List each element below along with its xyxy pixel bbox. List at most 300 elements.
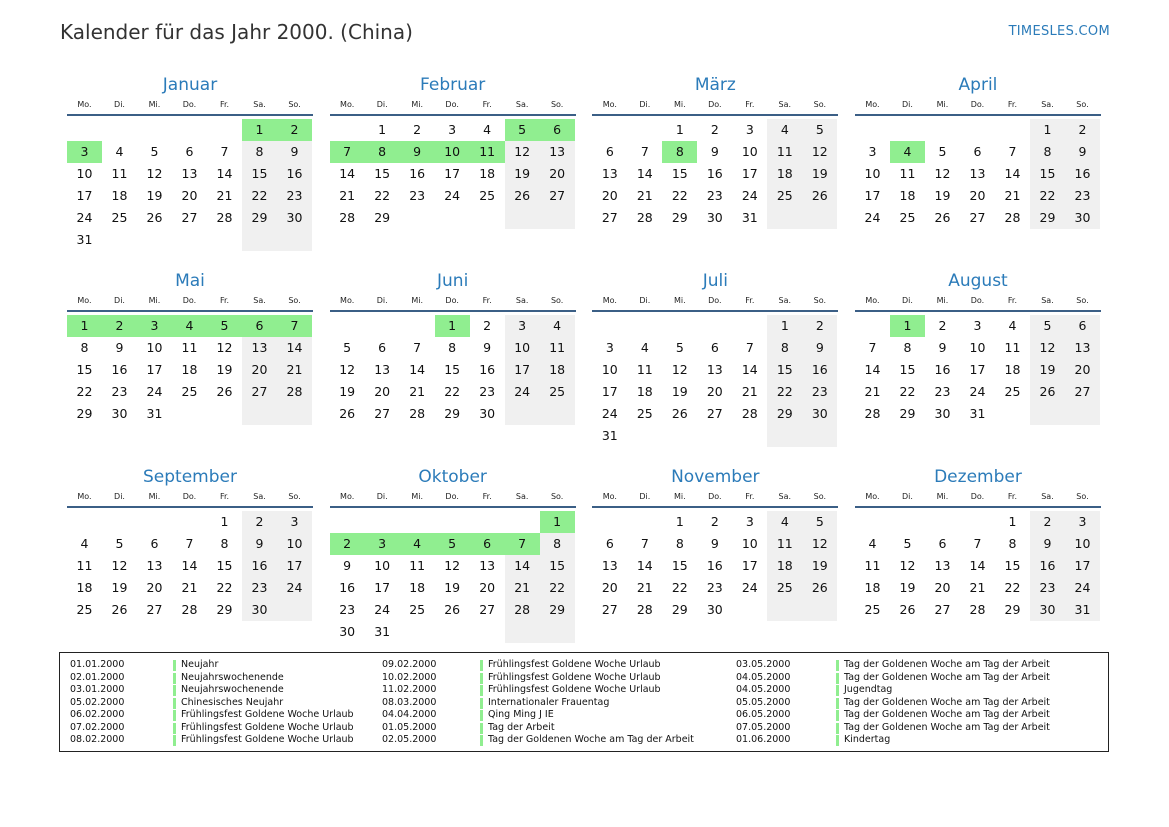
day-cell: 30: [934, 406, 951, 421]
day-cell: 19: [1030, 359, 1065, 381]
day-cell: 6: [605, 144, 614, 159]
empty-cell: [627, 119, 662, 141]
day-cell: 31: [741, 210, 758, 225]
day-cell: 10: [435, 141, 470, 163]
day-cell: 1: [890, 315, 925, 337]
holiday-name: Kindertag: [844, 734, 891, 745]
day-cell: 4: [115, 144, 124, 159]
empty-cell: [662, 425, 697, 447]
day-cell: 12: [802, 141, 837, 163]
empty-cell: [242, 403, 277, 425]
day-cell: 10: [741, 536, 758, 551]
empty-cell: [242, 229, 277, 251]
weekday-label: Mi.: [936, 296, 949, 305]
day-cell: 1: [767, 315, 802, 337]
brand-link[interactable]: TIMESLES.COM: [1008, 24, 1110, 39]
holiday-name: Frühlingsfest Goldene Woche Urlaub: [488, 671, 661, 683]
month-januar: [67, 72, 313, 268]
weekday-label: So.: [813, 100, 826, 109]
holiday-name: Internationaler Frauentag: [488, 696, 610, 708]
holiday-date: 09.02.2000: [382, 659, 437, 670]
day-cell: 7: [330, 141, 365, 163]
day-cell: 27: [374, 406, 391, 421]
holiday-name: Qing Ming J IE: [488, 709, 554, 720]
day-cell: 9: [1065, 141, 1100, 163]
day-cell: 24: [374, 602, 391, 617]
weekday-label: So.: [288, 492, 301, 501]
day-cell: 28: [741, 406, 758, 421]
empty-cell: [172, 511, 207, 533]
day-cell: 18: [76, 580, 93, 595]
weekday-label: Di.: [902, 296, 913, 305]
empty-cell: [767, 425, 802, 447]
day-cell: 25: [409, 602, 426, 617]
day-cell: 16: [706, 166, 723, 181]
day-cell: 22: [374, 188, 391, 203]
day-cell: 26: [671, 406, 688, 421]
empty-cell: [995, 119, 1030, 141]
day-cell: 13: [601, 166, 618, 181]
empty-cell: [505, 403, 540, 425]
day-cell: 25: [1004, 384, 1021, 399]
day-cell: 24: [146, 384, 163, 399]
month-dezember: [855, 464, 1101, 660]
day-cell: 27: [1065, 381, 1100, 403]
day-cell: 15: [671, 166, 688, 181]
day-cell: 25: [111, 210, 128, 225]
weekday-header: [330, 98, 576, 116]
day-cell: 26: [111, 602, 128, 617]
day-cell: 2: [277, 119, 312, 141]
day-cell: 16: [111, 362, 128, 377]
day-cell: 11: [767, 533, 802, 555]
weekday-label: Mo.: [865, 492, 880, 501]
empty-cell: [505, 207, 540, 229]
holiday-name: Chinesisches Neujahr: [181, 696, 284, 708]
day-cell: 2: [710, 514, 719, 529]
day-cell: 22: [1004, 580, 1021, 595]
day-cell: 26: [339, 406, 356, 421]
weekday-label: So.: [1076, 492, 1089, 501]
holiday-date: 03.05.2000: [736, 659, 791, 670]
day-cell: 8: [662, 141, 697, 163]
day-cell: 30: [706, 602, 723, 617]
month-juni: [330, 268, 576, 464]
day-cell: 21: [636, 580, 653, 595]
weekday-label: So.: [1076, 100, 1089, 109]
months-grid: [67, 72, 1113, 660]
day-cell: 4: [172, 315, 207, 337]
day-cell: 21: [409, 384, 426, 399]
weekday-label: Fr.: [219, 492, 230, 501]
day-cell: 29: [671, 602, 688, 617]
day-cell: 17: [741, 558, 758, 573]
day-cell: 5: [1030, 315, 1065, 337]
empty-cell: [137, 229, 172, 251]
day-cell: 14: [409, 362, 426, 377]
weekday-label: Di.: [902, 100, 913, 109]
day-cell: 7: [185, 536, 194, 551]
day-cell: 15: [1030, 163, 1065, 185]
day-cell: 22: [899, 384, 916, 399]
day-cell: 19: [146, 188, 163, 203]
day-cell: 28: [216, 210, 233, 225]
weekday-label: Fr.: [219, 296, 230, 305]
weekday-label: Mo.: [602, 492, 617, 501]
weekday-label: Do.: [182, 100, 197, 109]
empty-cell: [470, 511, 505, 533]
empty-cell: [365, 511, 400, 533]
day-cell: 9: [242, 533, 277, 555]
day-cell: 4: [868, 536, 877, 551]
month-juli: [592, 268, 838, 464]
month-name: April: [958, 75, 998, 95]
day-cell: 14: [741, 362, 758, 377]
day-cell: 12: [802, 533, 837, 555]
day-cell: 23: [934, 384, 951, 399]
day-cell: 5: [505, 119, 540, 141]
weekday-label: Do.: [970, 492, 985, 501]
day-cell: 23: [802, 381, 837, 403]
day-cell: 18: [636, 384, 653, 399]
day-cell: 25: [479, 188, 496, 203]
day-cell: 12: [505, 141, 540, 163]
days-grid: [592, 119, 838, 229]
day-cell: 17: [76, 188, 93, 203]
day-cell: 5: [938, 144, 947, 159]
day-cell: 23: [409, 188, 426, 203]
day-cell: 1: [540, 511, 575, 533]
day-cell: 16: [479, 362, 496, 377]
empty-cell: [137, 511, 172, 533]
holiday-marker: [173, 735, 176, 746]
holiday-date: 07.02.2000: [70, 721, 125, 733]
weekday-label: Fr.: [482, 100, 492, 109]
empty-cell: [330, 119, 365, 141]
weekday-label: Sa.: [778, 296, 792, 305]
day-cell: 9: [710, 536, 719, 551]
day-cell: 2: [413, 122, 422, 137]
month-name: Juni: [437, 271, 469, 291]
weekday-label: Mo.: [602, 296, 617, 305]
month-name: August: [948, 271, 1008, 291]
day-cell: 31: [969, 406, 986, 421]
month-name: November: [671, 467, 760, 487]
empty-cell: [802, 599, 837, 621]
day-cell: 15: [374, 166, 391, 181]
day-cell: 8: [1008, 536, 1017, 551]
days-grid: [330, 315, 576, 425]
day-cell: 25: [767, 185, 802, 207]
day-cell: 3: [365, 533, 400, 555]
empty-cell: [732, 599, 767, 621]
weekday-label: Di.: [376, 100, 388, 109]
day-cell: 10: [374, 558, 391, 573]
weekday-label: Mo.: [340, 492, 355, 501]
holiday-name: Neujahrswochenende: [181, 671, 284, 683]
day-cell: 3: [745, 122, 754, 137]
day-cell: 19: [339, 384, 356, 399]
weekday-label: Fr.: [1007, 100, 1018, 109]
day-cell: 13: [934, 558, 951, 573]
day-cell: 30: [111, 406, 128, 421]
day-cell: 6: [470, 533, 505, 555]
empty-cell: [592, 119, 627, 141]
day-cell: 8: [365, 141, 400, 163]
day-cell: 6: [150, 536, 159, 551]
day-cell: 22: [540, 577, 575, 599]
month-name: Januar: [162, 75, 218, 95]
day-cell: 6: [605, 536, 614, 551]
day-cell: 29: [374, 210, 391, 225]
day-cell: 8: [80, 340, 89, 355]
day-cell: 3: [448, 122, 457, 137]
day-cell: 7: [640, 144, 649, 159]
weekday-label: So.: [288, 296, 301, 305]
day-cell: 29: [1030, 207, 1065, 229]
day-cell: 25: [864, 602, 881, 617]
day-cell: 22: [671, 580, 688, 595]
holiday-marker: [480, 723, 483, 734]
empty-cell: [890, 119, 925, 141]
holiday-date: 06.05.2000: [736, 709, 791, 720]
weekday-label: Di.: [114, 296, 125, 305]
day-cell: 2: [710, 122, 719, 137]
holiday-marker: [173, 673, 176, 684]
day-cell: 26: [146, 210, 163, 225]
day-cell: 3: [868, 144, 877, 159]
day-cell: 27: [146, 602, 163, 617]
day-cell: 1: [1008, 514, 1017, 529]
weekday-header: [855, 490, 1101, 508]
holiday-date: 01.06.2000: [736, 734, 791, 745]
day-cell: 23: [242, 577, 277, 599]
month-name: Februar: [420, 75, 486, 95]
weekday-label: Mi.: [148, 100, 161, 109]
day-cell: 26: [899, 602, 916, 617]
weekday-label: Mi.: [411, 492, 423, 501]
month-oktober: [330, 464, 576, 660]
day-cell: 31: [76, 232, 93, 247]
day-cell: 20: [540, 163, 575, 185]
weekday-label: Di.: [114, 492, 125, 501]
day-cell: 11: [76, 558, 93, 573]
holiday-marker: [173, 723, 176, 734]
holiday-marker: [480, 735, 483, 746]
holiday-name: Tag der Arbeit: [488, 721, 555, 733]
day-cell: 1: [675, 122, 684, 137]
day-cell: 5: [343, 340, 352, 355]
day-cell: 20: [181, 188, 198, 203]
weekday-label: Fr.: [745, 100, 755, 109]
day-cell: 12: [339, 362, 356, 377]
day-cell: 2: [242, 511, 277, 533]
empty-cell: [540, 207, 575, 229]
day-cell: 8: [540, 533, 575, 555]
day-cell: 2: [102, 315, 137, 337]
holiday-marker: [173, 710, 176, 721]
holiday-marker: [836, 710, 839, 721]
holiday-marker: [173, 685, 176, 696]
day-cell: 5: [802, 119, 837, 141]
month-märz: [592, 72, 838, 268]
day-cell: 21: [277, 359, 312, 381]
weekday-label: Sa.: [1041, 296, 1054, 305]
day-cell: 17: [374, 580, 391, 595]
day-cell: 4: [1008, 318, 1017, 333]
day-cell: 10: [601, 362, 618, 377]
weekday-header: [67, 98, 313, 116]
weekday-header: [67, 294, 313, 312]
day-cell: 12: [216, 340, 233, 355]
empty-cell: [400, 207, 435, 229]
day-cell: 24: [969, 384, 986, 399]
empty-cell: [172, 403, 207, 425]
holiday-date: 05.02.2000: [70, 696, 125, 708]
empty-cell: [137, 119, 172, 141]
day-cell: 7: [220, 144, 229, 159]
days-grid: [330, 511, 576, 643]
holiday-name: Frühlingsfest Goldene Woche Urlaub: [181, 734, 354, 745]
day-cell: 10: [1065, 533, 1100, 555]
weekday-label: Mo.: [865, 296, 880, 305]
empty-cell: [890, 511, 925, 533]
weekday-label: Mi.: [148, 296, 161, 305]
day-cell: 29: [1004, 602, 1021, 617]
holiday-marker: [836, 673, 839, 684]
day-cell: 27: [540, 185, 575, 207]
day-cell: 13: [601, 558, 618, 573]
day-cell: 12: [671, 362, 688, 377]
weekday-header: [330, 490, 576, 508]
day-cell: 23: [706, 580, 723, 595]
day-cell: 13: [1065, 337, 1100, 359]
empty-cell: [925, 511, 960, 533]
weekday-label: Di.: [639, 296, 651, 305]
day-cell: 13: [374, 362, 391, 377]
day-cell: 28: [864, 406, 881, 421]
weekday-label: Do.: [445, 100, 459, 109]
day-cell: 8: [903, 340, 912, 355]
day-cell: 7: [505, 533, 540, 555]
empty-cell: [330, 511, 365, 533]
empty-cell: [1065, 403, 1100, 425]
day-cell: 16: [1030, 555, 1065, 577]
day-cell: 21: [181, 580, 198, 595]
weekday-label: Fr.: [482, 492, 492, 501]
day-cell: 14: [277, 337, 312, 359]
day-cell: 24: [741, 580, 758, 595]
weekday-label: So.: [813, 492, 826, 501]
day-cell: 27: [934, 602, 951, 617]
empty-cell: [925, 119, 960, 141]
day-cell: 23: [479, 384, 496, 399]
day-cell: 28: [181, 602, 198, 617]
day-cell: 17: [444, 166, 461, 181]
day-cell: 23: [706, 188, 723, 203]
day-cell: 2: [483, 318, 492, 333]
day-cell: 26: [505, 185, 540, 207]
holiday-date: 10.02.2000: [382, 671, 437, 683]
day-cell: 15: [767, 359, 802, 381]
day-cell: 12: [444, 558, 461, 573]
day-cell: 2: [330, 533, 365, 555]
day-cell: 22: [242, 185, 277, 207]
weekday-label: Di.: [114, 100, 125, 109]
day-cell: 17: [864, 188, 881, 203]
day-cell: 7: [413, 340, 422, 355]
weekday-label: So.: [550, 492, 564, 501]
empty-cell: [207, 229, 242, 251]
day-cell: 11: [899, 166, 916, 181]
day-cell: 8: [675, 536, 684, 551]
empty-cell: [627, 511, 662, 533]
day-cell: 8: [220, 536, 229, 551]
day-cell: 30: [277, 207, 312, 229]
days-grid: [855, 315, 1101, 425]
holiday-name: Tag der Goldenen Woche am Tag der Arbeit: [488, 734, 694, 745]
day-cell: 6: [185, 144, 194, 159]
empty-cell: [277, 403, 312, 425]
day-cell: 29: [540, 599, 575, 621]
day-cell: 22: [671, 188, 688, 203]
day-cell: 15: [216, 558, 233, 573]
day-cell: 16: [339, 580, 356, 595]
month-name: Juli: [702, 271, 728, 291]
day-cell: 16: [277, 163, 312, 185]
day-cell: 1: [220, 514, 229, 529]
empty-cell: [540, 403, 575, 425]
holiday-marker: [836, 723, 839, 734]
empty-cell: [855, 511, 890, 533]
day-cell: 3: [605, 340, 614, 355]
empty-cell: [855, 119, 890, 141]
day-cell: 16: [1065, 163, 1100, 185]
empty-cell: [435, 621, 470, 643]
holiday-date: 02.05.2000: [382, 734, 437, 745]
weekday-label: Mi.: [936, 100, 949, 109]
weekday-header: [592, 98, 838, 116]
weekday-label: Sa.: [515, 492, 529, 501]
empty-cell: [592, 315, 627, 337]
empty-cell: [330, 315, 365, 337]
empty-cell: [662, 315, 697, 337]
day-cell: 18: [111, 188, 128, 203]
day-cell: 19: [216, 362, 233, 377]
day-cell: 19: [111, 580, 128, 595]
day-cell: 5: [675, 340, 684, 355]
weekday-label: Mo.: [340, 296, 355, 305]
day-cell: 19: [899, 580, 916, 595]
day-cell: 9: [938, 340, 947, 355]
empty-cell: [172, 229, 207, 251]
empty-cell: [435, 207, 470, 229]
day-cell: 23: [1065, 185, 1100, 207]
day-cell: 24: [277, 577, 312, 599]
day-cell: 12: [146, 166, 163, 181]
day-cell: 3: [505, 315, 540, 337]
day-cell: 7: [868, 340, 877, 355]
day-cell: 28: [277, 381, 312, 403]
day-cell: 20: [479, 580, 496, 595]
day-cell: 8: [1030, 141, 1065, 163]
day-cell: 21: [505, 577, 540, 599]
weekday-label: Mo.: [340, 100, 355, 109]
day-cell: 29: [216, 602, 233, 617]
weekday-label: Sa.: [778, 492, 792, 501]
days-grid: [67, 119, 313, 251]
day-cell: 5: [802, 511, 837, 533]
